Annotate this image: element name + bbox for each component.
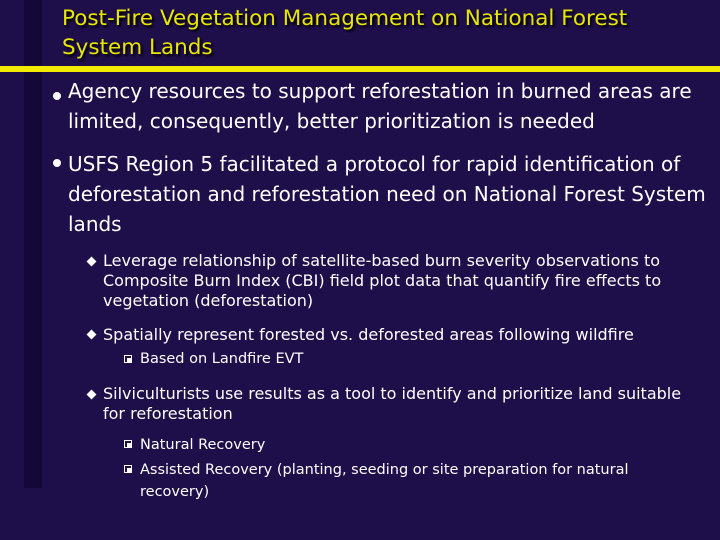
bullet-1-text: Agency resources to support reforestation in burned areas are limited, consequently, better prioritization is needed bbox=[68, 79, 692, 133]
bullet-square-icon bbox=[124, 465, 132, 473]
slide-title: Post-Fire Vegetation Management on National Forest System Lands bbox=[62, 6, 628, 60]
bullet-square-icon bbox=[124, 355, 132, 363]
bullet-diamond-icon bbox=[87, 257, 97, 267]
subbullet-1-text: Leverage relationship of satellite-based burn severity observations to Composite Burn Index (CBI) field plot data that quantify fire effects to vegetation (deforestation) bbox=[103, 251, 662, 310]
bullet-dot-icon bbox=[53, 159, 61, 167]
subbullet-2-text: Spatially represent forested vs. deforested areas following wildfire bbox=[103, 325, 634, 344]
subsubbullet-3-text: Assisted Recovery (planting, seeding or site preparation for natural recovery) bbox=[140, 462, 629, 500]
bullet-diamond-icon bbox=[87, 390, 97, 400]
bullet-2-text: USFS Region 5 facilitated a protocol for rapid identification of deforestation and reforestation need on National Forest System lands bbox=[68, 152, 706, 236]
bullet-square-icon bbox=[124, 440, 132, 448]
subbullet-3-text: Silviculturists use results as a tool to identify and prioritize land suitable for reforestation bbox=[103, 384, 682, 423]
bullet-dot-icon bbox=[53, 92, 61, 100]
subsubbullet-1-text: Based on Landfire EVT bbox=[140, 351, 304, 367]
bullet-diamond-icon bbox=[87, 330, 97, 340]
left-decorative-bar bbox=[24, 0, 42, 488]
title-underline-bar bbox=[0, 66, 720, 72]
subsubbullet-2-text: Natural Recovery bbox=[140, 437, 266, 453]
